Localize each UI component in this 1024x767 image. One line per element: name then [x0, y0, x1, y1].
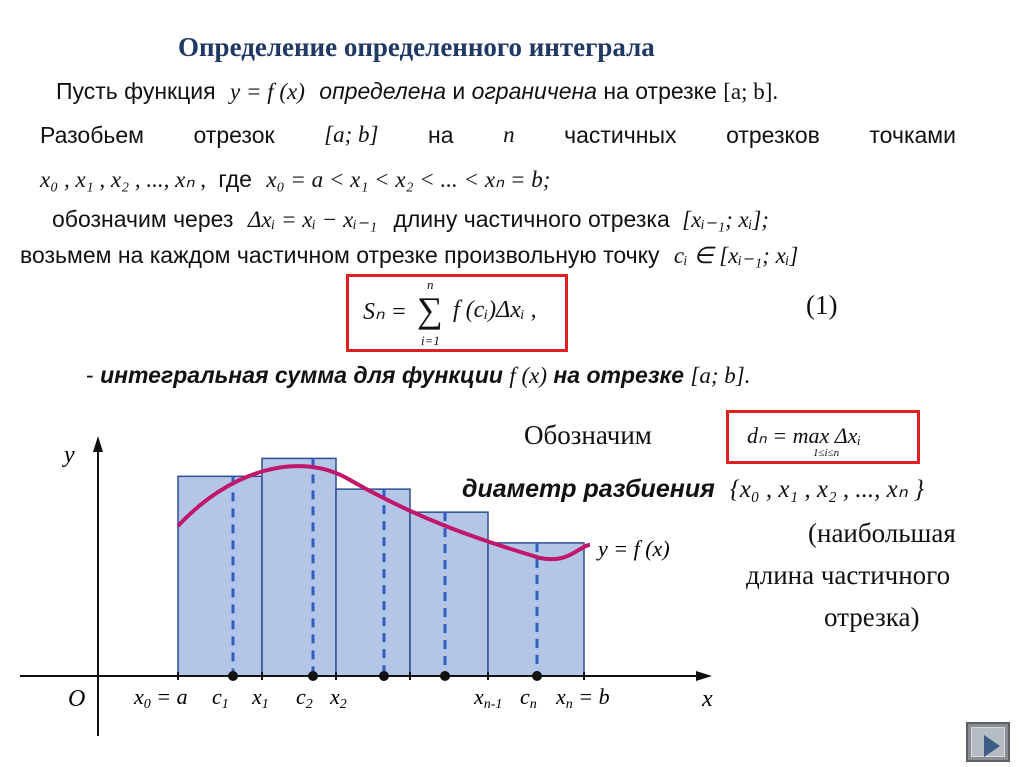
x-tick-labels — [133, 684, 610, 712]
x-tick-label-7: cn — [520, 684, 537, 712]
diameter-note-3: отрезка) — [824, 602, 920, 632]
diameter-label: диаметр разбиения — [462, 475, 715, 503]
line2-word-6: точками — [869, 122, 956, 148]
line3-points: x₀ , x₁ , x₂ , ..., xₙ , — [40, 167, 206, 192]
formula-lhs: Sₙ = — [363, 299, 407, 325]
partition-rectangles — [178, 458, 584, 676]
sample-dot-4 — [440, 671, 450, 681]
line1-and: и — [452, 78, 466, 104]
line2-word-2: отрезок — [193, 122, 275, 148]
denote-label: Обозначим — [524, 420, 652, 450]
line5-point-membership: cᵢ ∈ [xᵢ₋₁; xᵢ] — [673, 243, 799, 268]
formula-number: (1) — [806, 290, 838, 320]
x-tick-label-1: x0 = a — [134, 684, 188, 712]
sigma-upper-limit: n — [427, 277, 434, 292]
x-axis-label: x — [702, 686, 713, 712]
line1-interval: [a; b]. — [723, 79, 779, 104]
line2-word-4: частичных — [564, 122, 677, 148]
x-tick-label-5: x2 — [330, 684, 347, 712]
caption-function: f (x) — [509, 363, 548, 388]
caption-bold-b: на отрезке — [553, 362, 685, 388]
play-icon — [984, 735, 1000, 757]
line4-interval: [xᵢ₋₁; xᵢ]; — [682, 207, 769, 232]
line2-interval: [a; b] — [324, 122, 379, 147]
line1-text-a: Пусть функция — [56, 78, 216, 104]
line3-where: где — [218, 166, 252, 192]
slide-title: Определение определенного интеграла — [178, 32, 655, 62]
x-tick-label-6: xn-1 — [474, 684, 503, 712]
caption-interval: [a; b]. — [690, 363, 751, 388]
x-tick-label-3: x1 — [252, 684, 269, 712]
function-label: y = f (x) — [598, 536, 670, 561]
line1-defined: определена — [319, 78, 447, 104]
y-axis-arrow — [93, 436, 103, 452]
line5-text: возьмем на каждом частичном отрезке произвольную точку — [20, 242, 660, 268]
x-tick-label-2: c1 — [212, 684, 229, 712]
sigma-symbol: ∑ — [417, 290, 443, 330]
partition-rectangle-3 — [336, 489, 410, 676]
line4-delta-formula: Δxᵢ = xᵢ − xᵢ₋₁ — [247, 207, 378, 232]
line1-bounded: ограничена — [471, 78, 597, 104]
y-axis-label: y — [64, 442, 75, 468]
partition-rectangle-1 — [178, 476, 262, 676]
line3-chain: x₀ = a < x₁ < x₂ < ... < xₙ = b; — [266, 167, 551, 192]
partition-set: {x₀ , x₁ , x₂ , ..., xₙ } — [729, 476, 924, 503]
line2-word-1: Разобьем — [40, 122, 144, 148]
sample-dot-3 — [379, 671, 389, 681]
diameter-formula-limits: 1≤i≤n — [813, 447, 840, 459]
next-slide-button[interactable] — [966, 722, 1010, 762]
sample-dot-2 — [308, 671, 318, 681]
sample-dot-5 — [532, 671, 542, 681]
line1-on-segment: на отрезке — [603, 78, 717, 104]
caption-bold-a: интегральная сумма для функции — [100, 362, 503, 388]
origin-label: O — [68, 686, 86, 712]
line2-n: n — [503, 122, 515, 147]
x-tick-label-4: c2 — [296, 684, 313, 712]
x-tick-label-8: xn = b — [556, 684, 610, 712]
line2-word-3: на — [428, 122, 454, 148]
sigma-lower-limit: i=1 — [421, 333, 440, 348]
sample-dot-1 — [228, 671, 238, 681]
line4-length: длину частичного отрезка — [393, 206, 670, 232]
partition-rectangle-2 — [262, 458, 336, 676]
diameter-note-2: длина частичного — [746, 560, 951, 590]
formula-body: f (cᵢ)Δxᵢ , — [453, 297, 537, 323]
diameter-formula: dₙ = max Δxᵢ — [747, 423, 861, 448]
caption-dash: - — [86, 362, 94, 388]
diameter-note-1: (наибольшая — [808, 518, 956, 548]
line4-denote: обозначим через — [52, 206, 234, 232]
x-axis-arrow — [696, 671, 712, 681]
line1-function: y = f (x) — [229, 79, 305, 104]
line2-word-5: отрезков — [726, 122, 820, 148]
